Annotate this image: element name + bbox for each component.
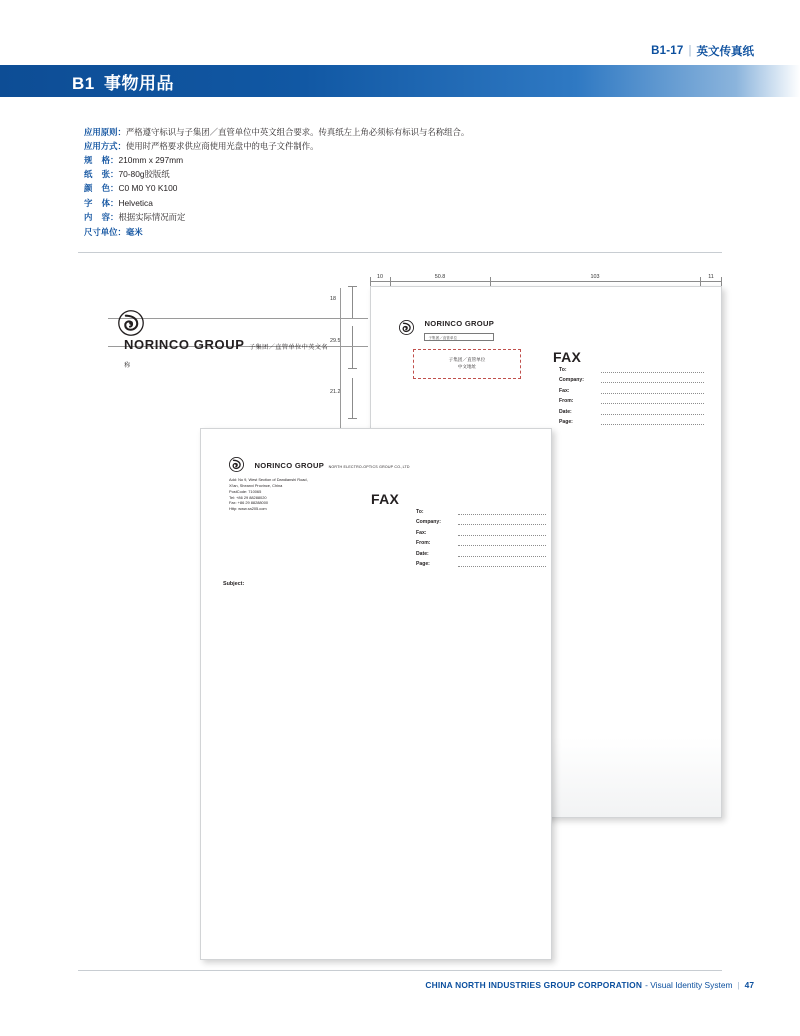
spec-row-key: 纸 张： [84,169,119,180]
logo-text-block [254,455,409,473]
section-title: 事物用品 [103,74,174,93]
artwork-area [0,258,800,958]
field-label: Company: [416,519,441,526]
spec-row-key: 颜 色： [84,183,119,194]
field-label: To: [559,367,567,373]
address-line: PostCode: 710065 [229,488,262,494]
sheet-logo-lockup [399,313,494,341]
field-label: Company: [559,377,584,384]
footer-corporation: CHINA NORTH INDUSTRIES GROUP CORPORATION [425,980,643,990]
footer-system: - Visual Identity System [645,980,733,990]
dimension-label: 11 [708,274,714,280]
spec-row [84,168,704,182]
field-input-line[interactable] [601,419,704,425]
dimension-ruler-left [330,286,374,426]
spec-principle-key: 应用原则： [84,127,126,137]
spec-row [84,182,704,196]
footer-page-number: 47 [744,980,754,990]
spec-row-value: C0 M0 Y0 K100 [118,183,178,194]
field-input-line[interactable] [458,551,546,557]
fax-field-list [416,509,546,571]
logo-subtitle: 子集团／直管单位中英文名称 [124,344,328,369]
footer-separator: | [737,980,740,990]
field-label: Fax: [416,529,427,536]
header-separator: | [688,45,692,57]
field-label: Date: [559,408,572,415]
address-line: Tel: +86 29 88288020 [229,494,267,500]
spec-row [84,154,704,168]
address-line: Http: www.xa205.com [229,506,267,512]
fax-field-row [559,398,704,404]
fax-heading: FAX [553,349,582,365]
field-label: Page: [416,560,430,567]
logo-wordmark: NORINCO GROUP [424,319,495,328]
spec-principle-value: 严格遵守标识与子集团／直管单位中英文组合要求。传真纸左上角必须标有标识与名称组合。 [125,127,470,137]
field-input-line[interactable] [601,377,704,383]
company-name-line: NORTH ELECTRO-OPTICS GROUP CO.,LTD [328,465,410,469]
spec-row-value: 根据实际情况而定 [118,211,186,222]
dimension-label: 50.8 [434,274,446,280]
address-line: Add: No 9, West Section of Dandianshi Road, [229,477,308,482]
fax-field-list [559,367,704,429]
spec-row-value: Helvetica [118,197,153,208]
header-code: B1-17 [651,45,684,57]
spec-row-value: 70-80g胶版纸 [118,169,170,180]
company-address-block [229,477,308,512]
spec-row [84,197,704,211]
spec-unit-note: 尺寸单位：毫米 [84,227,143,238]
fax-heading: FAX [371,491,400,507]
spec-method [84,140,704,154]
field-label: From: [416,540,431,547]
dimension-label: 10 [377,274,383,280]
fax-field-row [559,409,704,415]
spec-row-key: 内 容： [84,211,119,222]
field-input-line[interactable] [601,367,704,373]
fax-field-row [416,530,546,536]
logo-lockup-large [118,310,328,372]
field-input-line[interactable] [601,398,704,404]
spec-method-value: 使用时严格要求供应商使用光盘中的电子文件制作。 [125,141,319,152]
logo-wordmark: NORINCO GROUP [254,461,325,470]
divider-bottom [78,970,722,971]
norinco-logo-mark [229,457,244,472]
field-input-line[interactable] [458,509,546,515]
fax-field-row [416,540,546,546]
address-line: Xi'an, Sheanxi Province, China [229,482,283,488]
field-label: From: [559,398,574,405]
norinco-logo-mark [118,310,144,336]
field-input-line[interactable] [458,530,546,536]
sheet-logo-lockup [229,455,410,473]
fax-field-row [559,377,704,383]
logo-text-block [424,313,494,341]
page-footer [0,980,800,990]
fax-field-row [416,509,546,515]
spec-block [84,126,704,240]
field-label: To: [416,509,424,515]
field-input-line[interactable] [601,409,704,415]
field-input-line[interactable] [601,388,704,394]
fax-sheet-company [200,428,552,960]
fax-field-row [416,561,546,567]
dimension-label: 29.5 [330,338,341,344]
fax-field-row [559,388,704,394]
field-label: Fax: [559,387,570,394]
field-label: Page: [559,418,573,425]
address-line: Fax: +86 29 88288000 [229,500,269,506]
page-header [0,40,800,62]
section-label [72,69,174,94]
header-title: 英文传真纸 [696,46,754,58]
spec-row-key: 规 格： [84,155,119,166]
divider-top [78,252,722,253]
spec-row-key: 字 体： [84,197,119,208]
logo-wordmark: NORINCO GROUP [124,337,245,352]
fax-field-row [559,367,704,373]
spec-row-value: 210mm x 297mm [118,155,184,166]
dimension-label: 103 [590,274,600,280]
sub-unit-tag: 子集团／直管单位 [424,333,494,341]
dimension-label: 21.2 [330,389,341,395]
fax-field-row [559,419,704,425]
fax-field-row [416,551,546,557]
spec-method-key: 应用方式： [84,141,126,152]
norinco-logo-mark [399,320,414,335]
subject-label: Subject: [223,581,245,587]
subunit-address-line: 中文地址 [457,364,477,369]
fax-field-row [416,519,546,525]
spec-principle [84,126,704,140]
section-number: B1 [72,74,95,93]
field-input-line[interactable] [458,519,546,525]
field-input-line[interactable] [458,561,546,567]
logo-text-block [124,336,328,372]
dimension-label: 18 [330,296,336,302]
field-label: Date: [416,550,429,557]
subunit-address-placeholder [413,349,521,379]
spec-row [84,211,704,225]
subunit-name-line: 子集团／直管单位 [448,357,486,363]
field-input-line[interactable] [458,540,546,546]
